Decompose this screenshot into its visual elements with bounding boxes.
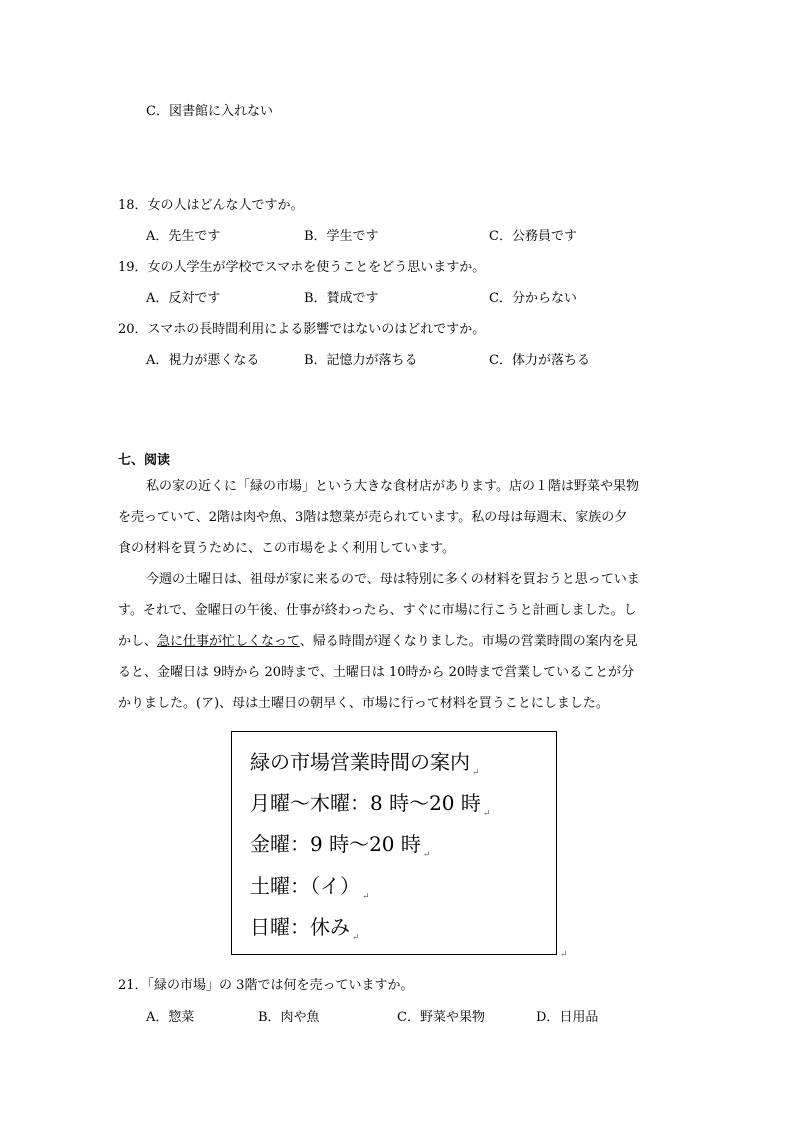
paragraph-mark: ↵ xyxy=(422,850,431,860)
question-number: 18． xyxy=(118,198,148,213)
passage-line: を売っていて、2階は肉や魚、3階は惣菜が売られています。私の母は毎週末、家族の夕 xyxy=(118,510,628,525)
question-20-option-c: C．体力が落ちる xyxy=(489,353,590,368)
notice-line: 金曜：9 時～20 時 $_↵$ xyxy=(250,832,431,860)
passage-line: かりました。(ア)、母は土曜日の朝早く、市場に行って材料を買うことにしました。 xyxy=(118,696,609,711)
question-21-option-a: A．惣菜 xyxy=(146,1010,195,1025)
question-18-option-c: C．公務員です xyxy=(489,229,577,244)
question-number: 19． xyxy=(118,260,148,275)
passage-line: す。それで、金曜日の午後、仕事が終わったら、すぐに市場に行こうと計画しました。し xyxy=(118,603,637,618)
question-20-option-b: B．記憶力が落ちる xyxy=(304,353,418,368)
question-text: 女の人はどんな人ですか。 xyxy=(147,198,304,213)
question-19 xyxy=(118,260,485,276)
passage-text: 、帰る時間が遅くなりました。市場の営業時間の案内を見 xyxy=(299,634,638,649)
question-21-option-d: D．日用品 xyxy=(536,1010,599,1025)
question-21-option-c: C．野菜や果物 xyxy=(397,1010,485,1025)
question-19-option-b: B．賛成です xyxy=(304,291,379,306)
passage-line xyxy=(118,634,678,650)
passage-line: ると、金曜日は 9時から 20時まで、土曜日は 10時から 20時まで営業していることが分 xyxy=(118,665,635,680)
question-number: 20． xyxy=(118,322,148,337)
underlined-phrase: 急に仕事が忙しくなって xyxy=(157,634,300,649)
passage-line: 今週の土曜日は、祖母が家に来るので、母は特別に多くの材料を買おうと思っていま xyxy=(146,572,640,587)
paragraph-mark: ↵ xyxy=(482,809,491,819)
question-number: 21． xyxy=(118,978,148,993)
business-hours-notice xyxy=(231,731,557,955)
section-title: 七、阅读 xyxy=(118,453,171,468)
passage-text: かし、 xyxy=(118,634,158,649)
passage-line: 食の材料を買うために、この市場をよく利用しています。 xyxy=(118,541,455,556)
question-18-option-b: B．学生です xyxy=(304,229,379,244)
question-text: スマホの長時間利用による影響ではないのはどれですか。 xyxy=(147,322,486,337)
notice-line: 日曜：休み $_↵$ xyxy=(250,915,360,943)
question-21-option-b: B．肉や魚 xyxy=(258,1010,320,1025)
box-end-mark: ↵ xyxy=(560,950,568,960)
notice-title: 緑の市場営業時間の案内 $_↵$ xyxy=(250,750,480,778)
question-text: 「緑の市場」の 3階では何を売っていますか。 xyxy=(147,978,414,993)
question-18-option-a: A．先生です xyxy=(146,229,221,244)
question-20-option-a: A．視力が悪くなる xyxy=(146,353,260,368)
notice-line: 月曜～木曜：8 時～20 時 $_↵$ xyxy=(250,791,491,819)
paragraph-mark: ↵ xyxy=(362,892,370,902)
paragraph-mark: ↵ xyxy=(352,933,360,943)
question-19-option-c: C．分からない xyxy=(489,291,577,306)
question-text: 女の人学生が学校でスマホを使うことをどう思いますか。 xyxy=(147,260,486,275)
paragraph-mark: ↵ xyxy=(472,768,480,778)
question-18 xyxy=(118,198,304,214)
passage-line: 私の家の近くに「緑の市場」という大きな食材店があります。店の１階は野菜や果物 xyxy=(146,479,639,494)
question-20 xyxy=(118,322,485,338)
carry-over-option-c: C．図書館に入れない xyxy=(146,104,273,119)
question-19-option-a: A．反対です xyxy=(146,291,221,306)
question-21 xyxy=(118,978,413,994)
notice-line: 土曜：（イ） $_↵$ xyxy=(250,874,370,902)
